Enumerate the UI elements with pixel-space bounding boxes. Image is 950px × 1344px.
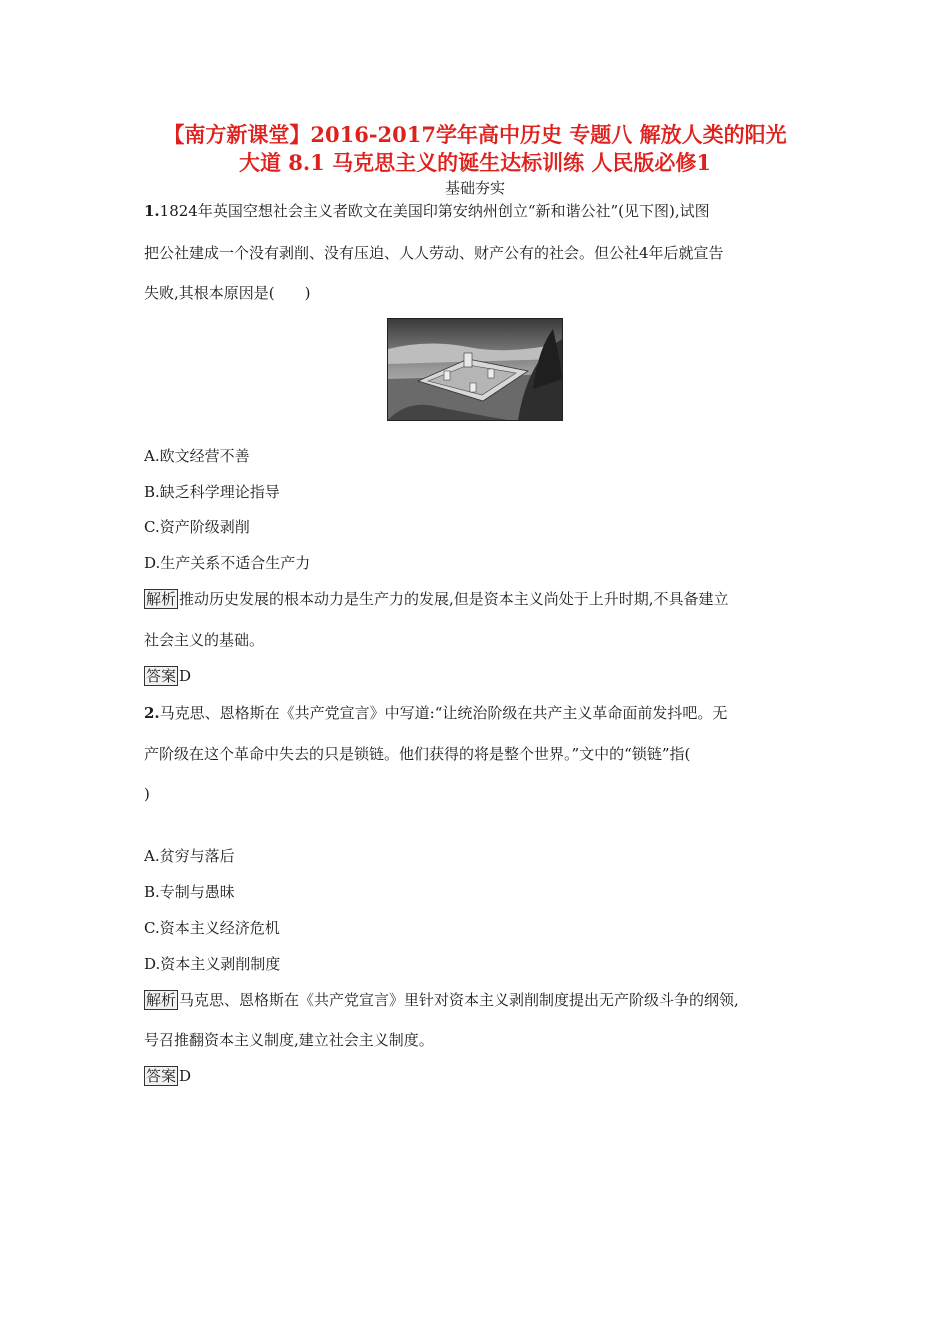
q2-option-c: C.资本主义经济危机 [144, 919, 280, 937]
q1-stem-line-1: 1.1824年英国空想社会主义者欧文在美国印第安纳州创立“新和谐公社”(见下图),试图 [144, 202, 710, 220]
q1-option-a: A.欧文经营不善 [144, 447, 250, 465]
q2-answer [144, 1065, 191, 1087]
q2-answer-tag: 答案 [146, 1067, 177, 1085]
q2-analysis-line-1: 解析 马克思、恩格斯在《共产党宣言》里针对资本主义剥削制度提出无产阶级斗争的纲领, [146, 991, 739, 1009]
q1-answer [144, 665, 191, 687]
q1-number: 1. [144, 202, 160, 220]
q1-analysis-tag: 解析 [146, 590, 177, 608]
q1-analysis-line-2: 社会主义的基础。 [144, 631, 265, 649]
q1-option-c: C.资产阶级剥削 [144, 518, 250, 536]
q1-option-b: B.缺乏科学理论指导 [144, 483, 280, 501]
q2-option-b: B.专制与愚昧 [144, 883, 235, 901]
q2-option-a: A.贫穷与落后 [144, 847, 235, 865]
section-heading: 基础夯实 [444, 179, 505, 197]
q1-stem-line-2: 把公社建成一个没有剥削、没有压迫、人人劳动、财产公有的社会。但公社4年后就宣告 [144, 244, 724, 262]
document-title-line-1: 【南方新课堂】2016-2017学年高中历史 专题八 解放人类的阳光 [163, 122, 787, 147]
q2-stem-line-2: 产阶级在这个革命中失去的只是锁链。他们获得的将是整个世界。”文中的“锁链”指( [144, 745, 691, 763]
new-harmony-illustration [387, 318, 563, 421]
q1-analysis-line-1: 解析 推动历史发展的根本动力是生产力的发展,但是资本主义尚处于上升时期,不具备建立 [146, 590, 729, 608]
q2-number: 2. [144, 704, 160, 722]
q1-option-d: D.生产关系不适合生产力 [144, 554, 311, 572]
q2-option-d: D.资本主义剥削制度 [144, 955, 281, 973]
q1-stem-line-3: 失败,其根本原因是( ) [144, 284, 311, 302]
q1-answer-tag: 答案 [146, 667, 177, 685]
q2-analysis-line-2: 号召推翻资本主义制度,建立社会主义制度。 [144, 1031, 434, 1049]
q2-answer-value: D [179, 1067, 192, 1085]
new-harmony-engraving [388, 319, 562, 420]
q1-answer-value: D [179, 667, 192, 685]
q2-analysis-tag: 解析 [146, 991, 177, 1009]
document-title-line-2: 大道 8.1 马克思主义的诞生达标训练 人民版必修1 [238, 150, 712, 175]
q2-stem-line-3: ) [144, 785, 150, 803]
q2-stem-line-1: 2.马克思、恩格斯在《共产党宣言》中写道:“让统治阶级在共产主义革命面前发抖吧。无 [144, 704, 728, 722]
